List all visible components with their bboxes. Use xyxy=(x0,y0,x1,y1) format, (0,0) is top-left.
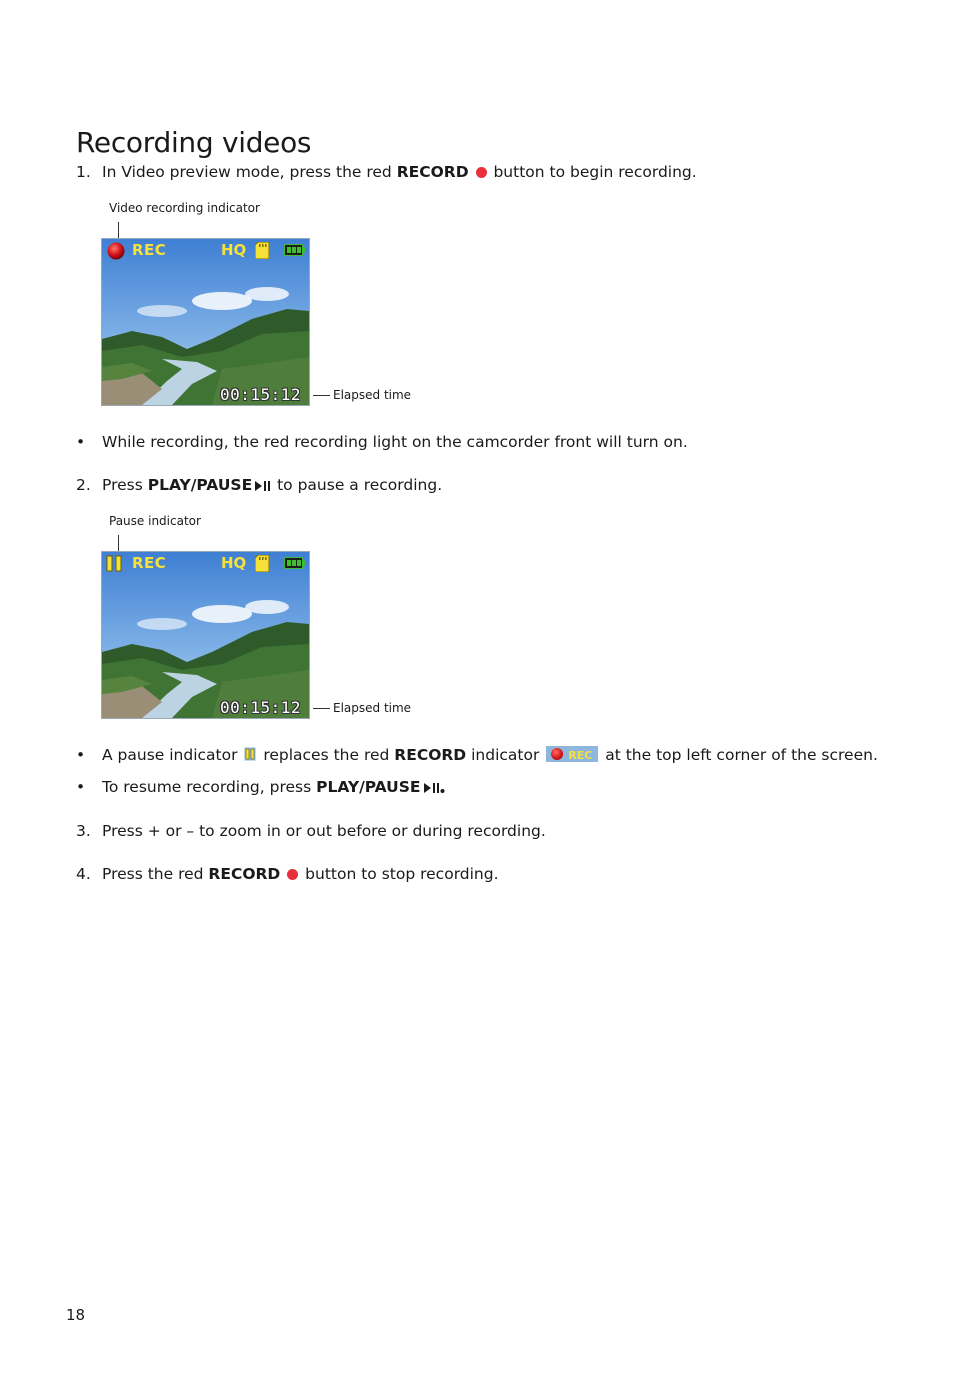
landscape-photo xyxy=(102,239,309,405)
record-button-icon xyxy=(287,869,298,880)
battery-icon xyxy=(284,244,305,256)
bullet-text: While recording, the red recording light on the camcorder front will turn on. xyxy=(102,433,688,451)
battery-icon xyxy=(284,557,305,569)
recording-indicator-icon xyxy=(107,242,125,260)
figure2-side-caption: Elapsed time xyxy=(333,701,412,715)
sd-card-icon xyxy=(255,242,269,259)
figure1-camcorder-screen xyxy=(101,238,310,406)
record-keyword: RECORD xyxy=(394,746,467,764)
figure2-leader-line xyxy=(118,535,119,551)
landscape-photo xyxy=(102,552,309,718)
figure1-elapsed-leader xyxy=(313,395,330,396)
step-text: Press the red RECORD button to stop recording. xyxy=(102,865,499,883)
step-number: 3. xyxy=(76,822,91,840)
play-pause-icon xyxy=(254,480,272,492)
osd-rec-label: REC xyxy=(132,554,167,572)
figure1-leader-line xyxy=(118,222,119,238)
bullet-text: A pause indicator replaces the red RECORD indicator REC at the top left corner of the screen. xyxy=(102,746,878,764)
step-text: Press PLAY/PAUSE to pause a recording. xyxy=(102,476,443,494)
page-title: Recording videos xyxy=(76,126,312,159)
step-number: 2. xyxy=(76,476,91,494)
osd-elapsed-time: 00:15:12 xyxy=(220,698,302,717)
figure2-elapsed-leader xyxy=(313,708,330,709)
figure1-top-caption: Video recording indicator xyxy=(109,201,260,215)
record-button-icon xyxy=(476,167,487,178)
pause-indicator-icon xyxy=(106,555,123,572)
play-pause-keyword: PLAY/PAUSE xyxy=(147,476,253,494)
figure2-camcorder-screen xyxy=(101,551,310,719)
record-keyword: RECORD xyxy=(396,163,469,181)
play-pause-keyword: PLAY/PAUSE xyxy=(316,778,421,796)
sd-card-icon xyxy=(255,555,269,572)
page-number: 18 xyxy=(66,1306,86,1324)
bullet-text: To resume recording, press PLAY/PAUSE xyxy=(102,777,445,797)
record-keyword: RECORD xyxy=(208,865,281,883)
osd-quality-label: HQ xyxy=(221,554,247,572)
bullet-dot: • xyxy=(76,778,86,796)
pause-indicator-icon xyxy=(244,747,256,761)
osd-rec-label: REC xyxy=(132,241,167,259)
step-text: In Video preview mode, press the red RECORD button to begin recording. xyxy=(102,163,697,181)
step-text: Press + or – to zoom in or out before or during recording. xyxy=(102,822,546,840)
figure1-side-caption: Elapsed time xyxy=(333,388,412,402)
step-number: 4. xyxy=(76,865,91,883)
bullet-dot: • xyxy=(76,746,86,764)
step-number: 1. xyxy=(76,163,91,181)
bullet-dot: • xyxy=(76,433,86,451)
play-pause-icon xyxy=(423,782,445,794)
figure2-top-caption: Pause indicator xyxy=(109,514,201,528)
osd-elapsed-time: 00:15:12 xyxy=(220,385,302,404)
record-indicator-icon: REC xyxy=(546,746,598,762)
osd-quality-label: HQ xyxy=(221,241,247,259)
